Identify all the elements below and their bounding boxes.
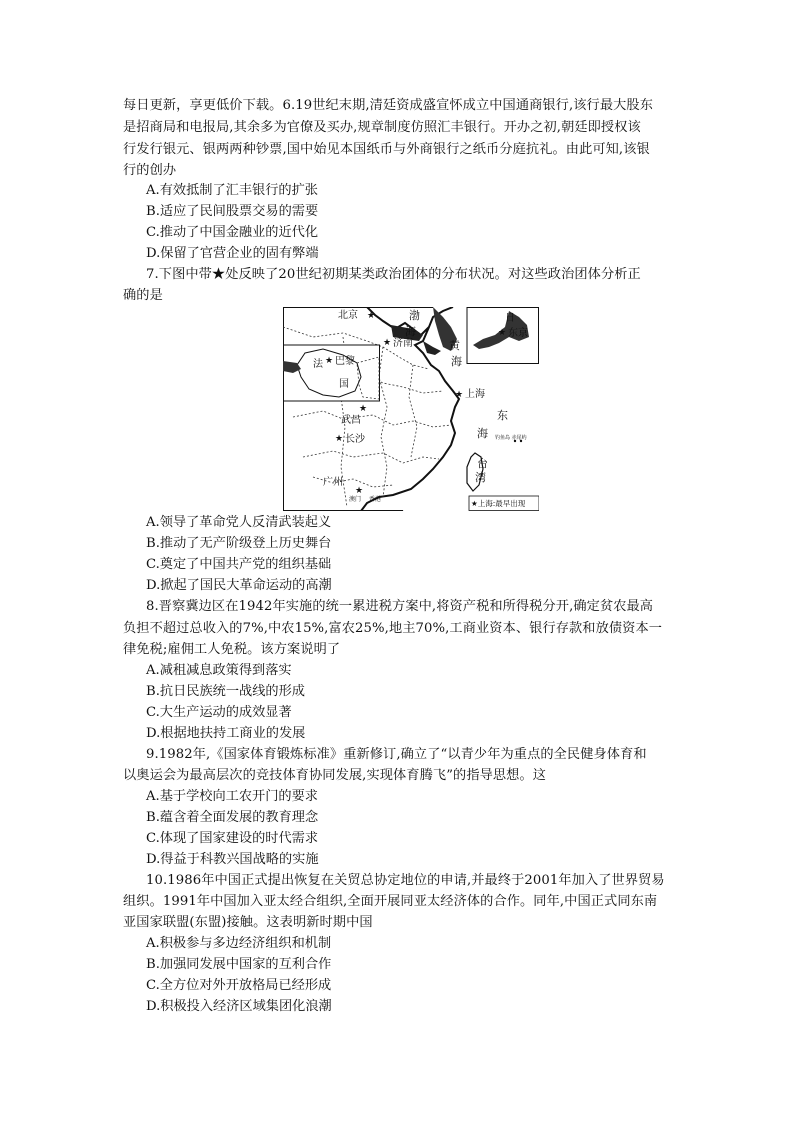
map-label-guangzhou: 广州	[323, 477, 343, 488]
q10-option-d: D.积极投入经济区域集团化浪潮	[146, 999, 332, 1014]
q7-option-d: D.掀起了国民大革命运动的高潮	[146, 578, 332, 593]
q6-line-4: 行的创办	[123, 163, 177, 178]
q8-option-a: A.减租减息政策得到落实	[146, 663, 292, 678]
q6-option-a: A.有效抵制了汇丰银行的扩张	[146, 183, 318, 198]
q9-line-1: 9.1982年,《国家体育锻炼标准》重新修订,确立了“以青少年为重点的全民健身体育和	[146, 747, 647, 762]
tokyo-star: ★	[498, 328, 507, 338]
q8-line-2: 负担不超过总收入的7%,中农15%,富农25%,地主70%,工商业资本、银行存款和放债资本一	[123, 621, 663, 636]
map-label-bohai-2: 海	[405, 325, 416, 338]
q6-option-b: B.适应了民间股票交易的需要	[146, 204, 319, 219]
map-label-hai-2: 海	[477, 427, 488, 440]
q8-option-d: D.根据地扶持工商业的发展	[146, 726, 306, 741]
q10-line-3: 亚国家联盟(东盟)接触。这表明新时期中国	[123, 915, 373, 930]
q9-option-d: D.得益于科教兴国战略的实施	[146, 852, 319, 867]
map-label-changsha: 长沙	[345, 434, 365, 445]
q6-option-d: D.保留了官营企业的固有弊端	[146, 246, 319, 261]
q8-option-c: C.大生产运动的成效显著	[146, 705, 292, 720]
shanghai-star: ★	[455, 390, 464, 400]
map-label-fa: 法	[313, 359, 323, 370]
q7-option-c: C.奠定了中国共产党的组织基础	[146, 557, 332, 572]
map-label-guo: 国	[339, 379, 349, 390]
q6-line-1: 每日更新，享更低价下载。6.19世纪末期,清廷资成盛宣怀成立中国通商银行,该行最大股东	[123, 98, 653, 113]
map-label-bohai-1: 渤	[409, 309, 420, 322]
q10-line-1: 10.1986年中国正式提出恢复在关贸总协定地位的申请,并最终于2001年加入了世界贸易	[146, 873, 665, 888]
paris-star: ★	[325, 356, 334, 366]
map-label-huang: 黄	[449, 339, 460, 352]
beijing-star: ★	[367, 311, 376, 321]
wuchang-star: ★	[359, 404, 368, 414]
map-label-wuchang: 武昌	[341, 415, 361, 426]
map-label-dong: 东	[497, 409, 508, 422]
q6-line-2: 是招商局和电报局,其余多为官僚及买办,规章制度仿照汇丰银行。开办之初,朝廷即授权该	[123, 120, 641, 135]
map-label-beijing: 北京	[338, 310, 358, 321]
q6-option-c: C.推动了中国金融业的近代化	[146, 225, 319, 240]
q9-option-a: A.基于学校向工农开门的要求	[146, 789, 318, 804]
q7-line-1: 7.下图中带★处反映了20世纪初期某类政治团体的分布状况。对这些政治团体分析正	[146, 267, 641, 282]
map-label-macao: 澳门	[349, 496, 362, 503]
map-label-diaoyu: 钓鱼岛 赤尾屿	[495, 435, 527, 441]
q9-option-c: C.体现了国家建设的时代需求	[146, 831, 319, 846]
q8-line-3: 律免税;雇佣工人免税。该方案说明了	[123, 642, 341, 657]
q8-option-b: B.抗日民族统一战线的形成	[146, 684, 305, 699]
china-map-figure	[283, 307, 539, 511]
map-label-wan: 湾	[475, 471, 486, 484]
jinan-star: ★	[383, 338, 392, 348]
q6-line-3: 行发行银元、银两两种钞票,国中始见本国纸币与外商银行之纸币分庭抗礼。由此可知,该银	[123, 142, 650, 157]
q8-line-1: 8.晋察冀边区在1942年实施的统一累进税方案中,将资产税和所得税分开,确定贫农最高	[146, 599, 654, 614]
q7-option-a: A.领导了革命党人反清武装起义	[146, 515, 332, 530]
map-label-paris: 巴黎	[335, 356, 355, 367]
q10-option-b: B.加强同发展中国家的互利合作	[146, 957, 332, 972]
q10-option-c: C.全方位对外开放格局已经形成	[146, 978, 332, 993]
q9-option-b: B.蕴含着全面发展的教育理念	[146, 810, 319, 825]
map-label-jinan: 济南	[393, 338, 413, 349]
q10-option-a: A.积极参与多边经济组织和机制	[146, 936, 332, 951]
q10-line-2: 组织。1991年中国加入亚太经合组织,全面开展同亚太经济体的合作。同年,中国正式同东南	[123, 894, 658, 909]
map-label-riben: 日	[505, 313, 515, 324]
map-label-tai: 台	[477, 457, 488, 470]
map-label-hongkong: 香港	[369, 496, 382, 503]
q7-option-b: B.推动了无产阶级登上历史舞台	[146, 536, 332, 551]
guangzhou-star: ★	[355, 486, 364, 496]
map-label-tokyo: 东京	[508, 328, 528, 339]
map-legend: ★上海:最早出现	[471, 499, 526, 508]
q7-line-2: 确的是	[123, 288, 163, 303]
changsha-star: ★	[335, 434, 344, 444]
map-label-shanghai: 上海	[465, 389, 485, 400]
map-label-hai-1: 海	[451, 355, 462, 368]
q9-line-2: 以奥运会为最高层次的竞技体育协同发展,实现体育腾飞”的指导思想。这	[123, 768, 547, 783]
